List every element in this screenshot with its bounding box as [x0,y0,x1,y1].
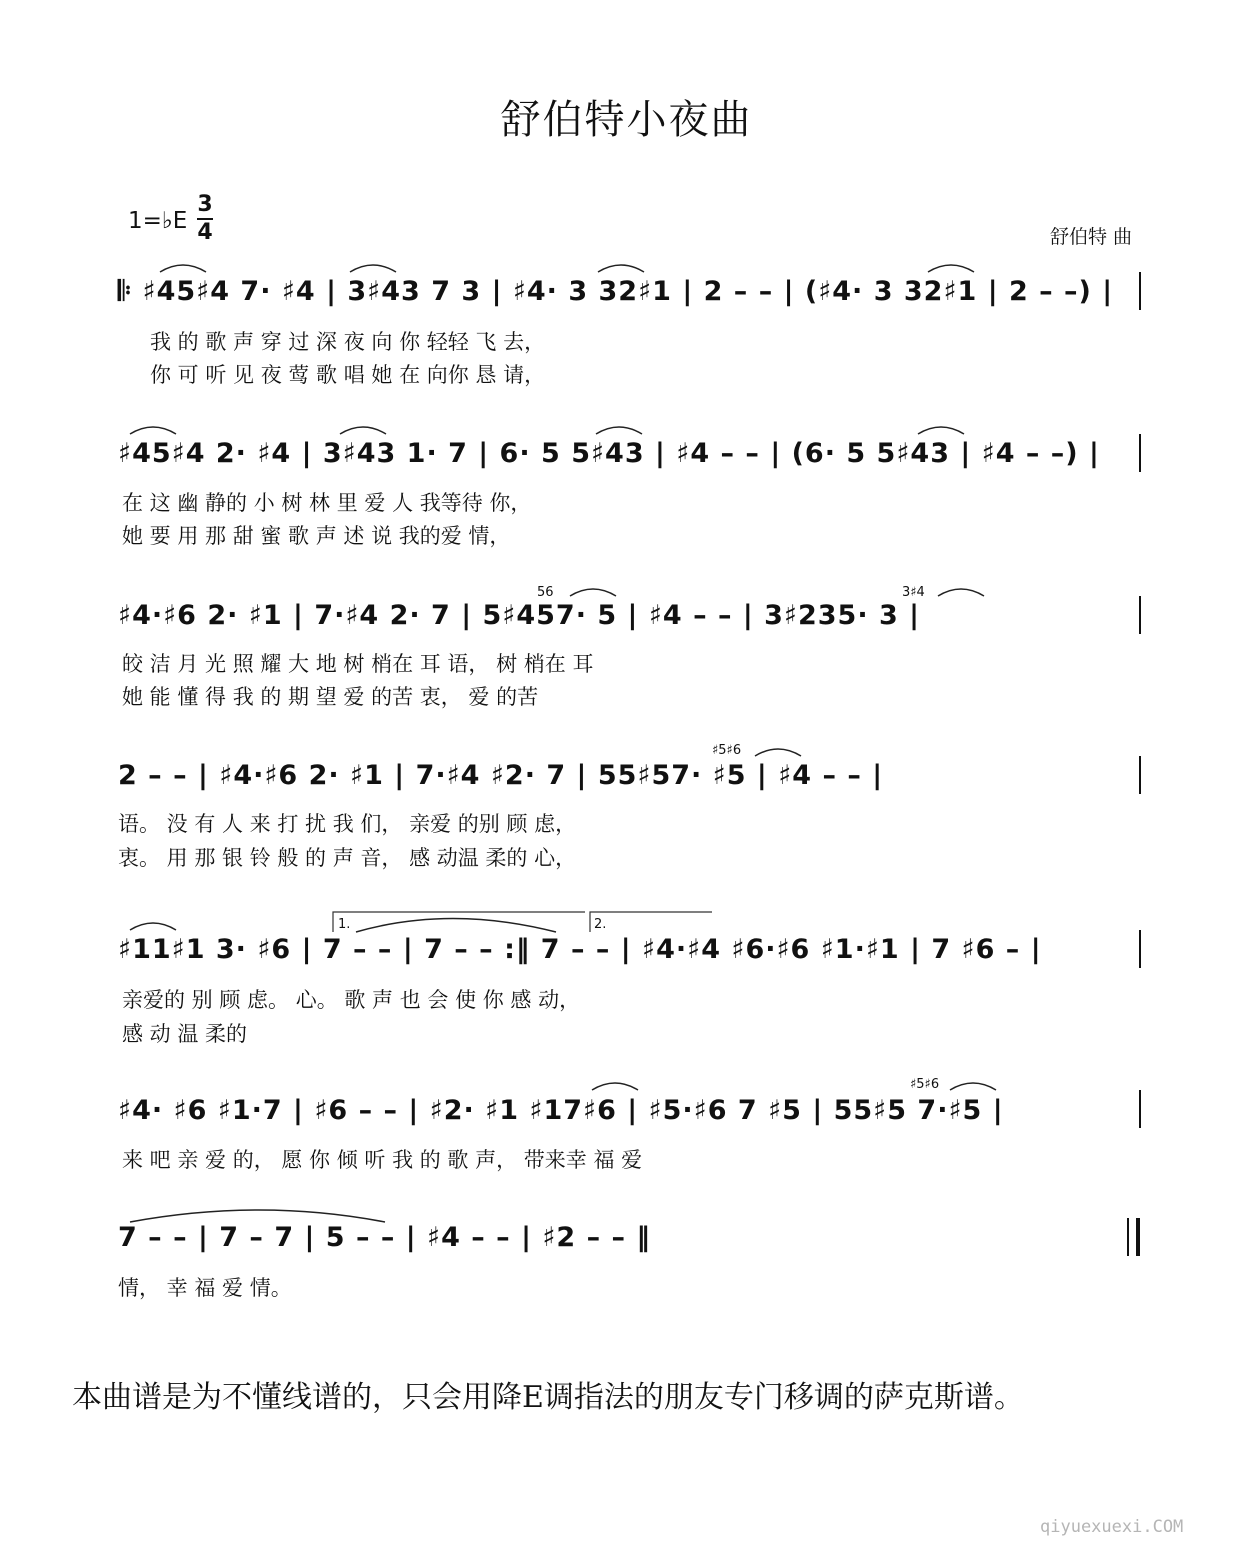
lyric-row-7-verse-1: 情， 幸 福 爱 情。 [118,1276,292,1300]
grace-note-row-3-a: 56 [537,585,554,600]
lyric-row-4-verse-2: 衷。 用 那 银 铃 般 的 声 音， 感 动温 柔的 心， [118,846,577,870]
triplet-bracket [130,427,176,434]
grace-note-row-4: ♯5♯6 [712,743,742,758]
lyric-row-1-verse-2: 你 可 听 见 夜 莺 歌 唱 她 在 向你 恳 请， [150,363,546,387]
triplet-bracket [592,1083,638,1090]
triplet-bracket [755,749,801,756]
lyric-row-5-verse-1: 亲爱的 别 顾 虑。 心。 歌 声 也 会 使 你 感 动， [122,988,581,1012]
notation-row-5: ♯11♯1 3· ♯6 | 7 – – | 7 – – :‖ 7 – – | ♯4·♯4 ♯6·♯6 ♯1·♯1 | 7 ♯6 – | [118,934,1042,965]
triplet-bracket [570,589,616,596]
slur-line [356,919,556,933]
score-title: 舒伯特小夜曲 [500,97,753,143]
lyric-row-4-verse-1: 语。 没 有 人 来 打 扰 我 们， 亲爱 的别 顾 虑， [118,812,577,836]
triplet-bracket [918,427,964,434]
notation-row-6: ♯4· ♯6 ♯1·7 | ♯6 – – | ♯2· ♯1 ♯17♯6 | ♯5·♯6 7 ♯5 | 55♯5 7·♯5 | [118,1095,1004,1126]
lyric-row-2-verse-1: 在 这 幽 静的 小 树 林 里 爱 人 我等待 你， [122,491,532,515]
grace-note-row-6: ♯5♯6 [910,1077,940,1092]
triplet-bracket [160,265,206,272]
footnote: 本曲谱是为不懂线谱的，只会用降E调指法的朋友专门移调的萨克斯谱。 [72,1380,1024,1415]
lyric-row-2-verse-2: 她 要 用 那 甜 蜜 歌 声 述 说 我的爱 情， [122,524,511,548]
triplet-bracket [130,923,176,930]
triplet-bracket [938,589,984,596]
lyric-row-3-verse-1: 皎 洁 月 光 照 耀 大 地 树 梢在 耳 语， 树 梢在 耳 [122,652,594,676]
time-signature-top: 3 [197,192,213,217]
triplet-bracket [350,265,396,272]
lyric-row-3-verse-2: 她 能 懂 得 我 的 期 望 爱 的苦 衷， 爱 的苦 [122,685,539,709]
notation-row-2: ♯45♯4 2· ♯4 | 3♯43 1· 7 | 6· 5 5♯43 | ♯4 – – | (6· 5 5♯43 | ♯4 – –) | [118,438,1100,469]
triplet-bracket [598,265,644,272]
watermark: qiyuexuexi.COM [1040,1517,1184,1537]
triplet-bracket [950,1083,996,1090]
lyric-row-6-verse-1: 来 吧 亲 爱 的， 愿 你 倾 听 我 的 歌 声， 带来幸 福 爱 [122,1148,643,1172]
slur-line [130,1210,385,1222]
key-signature: 1=♭E [128,208,188,234]
volta-second-label: 2. [594,917,607,932]
time-signature-bottom: 4 [197,220,213,245]
grace-note-row-3-b: 3♯4 [902,585,925,600]
notation-row-4: 2 – – | ♯4·♯6 2· ♯1 | 7·♯4 ♯2· 7 | 55♯57· ♯5 | ♯4 – – | [118,760,884,791]
lyric-row-5-verse-2: 感 动 温 柔的 [122,1022,248,1046]
triplet-bracket [596,427,642,434]
lyric-row-1-verse-1: 我 的 歌 声 穿 过 深 夜 向 你 轻轻 飞 去， [150,330,546,354]
triplet-bracket [928,265,974,272]
volta-first-label: 1. [338,917,351,932]
notation-row-7: 7 – – | 7 – 7 | 5 – – | ♯4 – – | ♯2 – – ‖ [118,1222,651,1253]
composer-credit: 舒伯特 曲 [1050,226,1133,248]
volta-bracket-second [590,912,712,932]
triplet-bracket [340,427,386,434]
notation-row-3: ♯4·♯6 2· ♯1 | 7·♯4 2· 7 | 5♯457· 5 | ♯4 – – | 3♯235· 3 | [118,600,921,631]
volta-bracket-first [333,912,585,932]
notation-row-1: 𝄆 ♯45♯4 7· ♯4 | 3♯43 7 3 | ♯4· 3 32♯1 | 2 – – | (♯4· 3 32♯1 | 2 – –) | [118,276,1114,307]
